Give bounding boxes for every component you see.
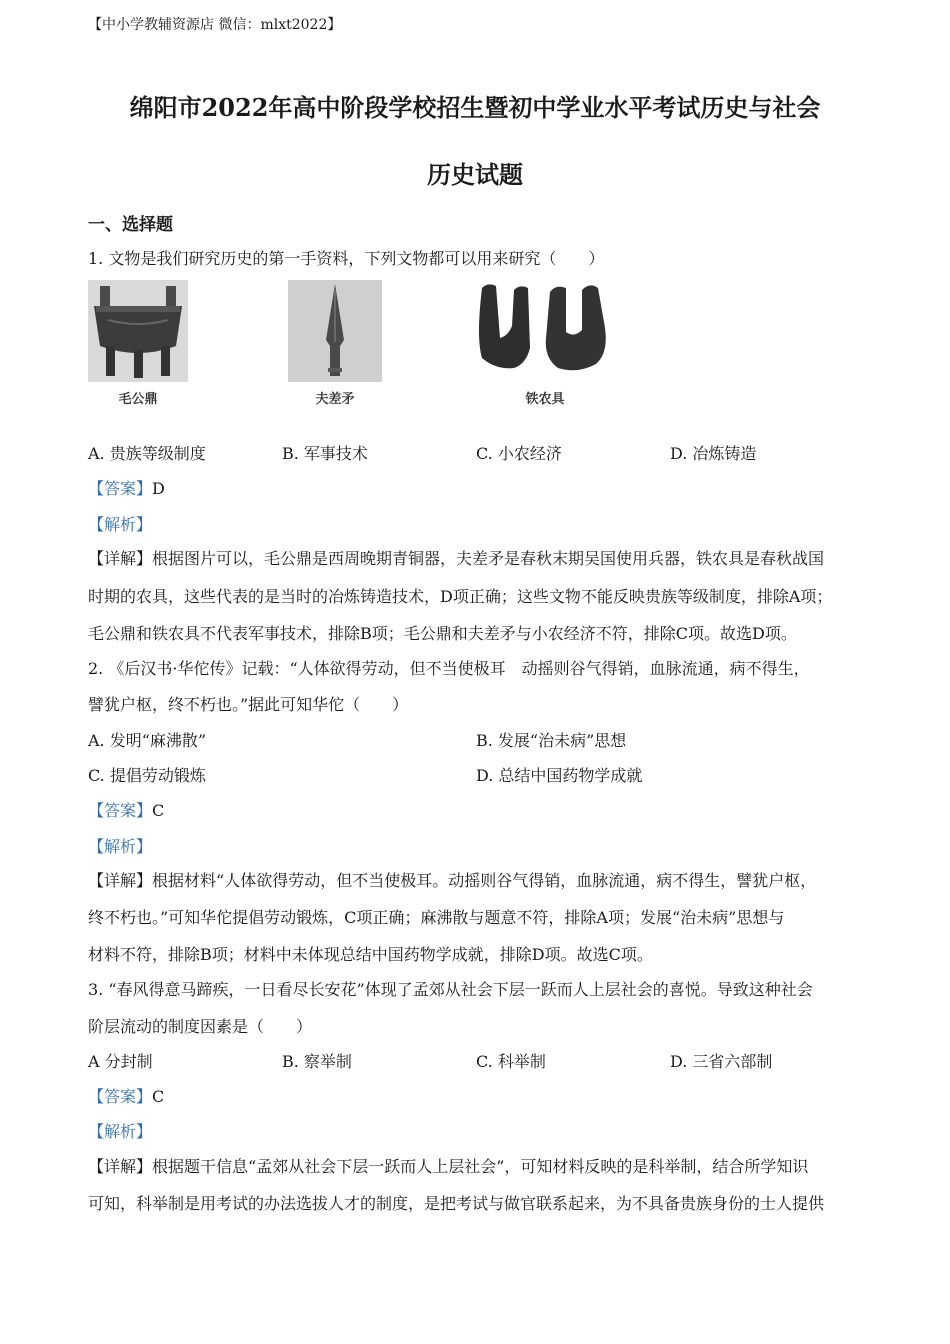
- q3-analysis: [88, 1119, 152, 1142]
- q1-analysis: [88, 512, 152, 535]
- answer-tag: 【答案】: [88, 1087, 153, 1106]
- detail-text: 根据图片可以，毛公鼎是西周晚期青铜器，夫差矛是春秋末期吴国使用兵器，铁农具是春秋战国: [152, 549, 825, 568]
- section-title: 一、选择题: [88, 215, 173, 235]
- q3-option-a: A 分封制: [88, 1052, 153, 1071]
- q2-option-a: A. 发明“麻沸散”: [88, 731, 207, 750]
- q2-detail-line: 终不朽也。”可知华佗提倡劳动锻炼，C项正确；麻沸散与题意不符，排除A项；发展“治未病”思想与: [88, 908, 785, 927]
- answer-value: C: [152, 1087, 165, 1106]
- q1-option-b: B. 军事技术: [282, 444, 368, 463]
- iron-tools-icon: [474, 278, 614, 374]
- q2-detail-line: [88, 868, 816, 891]
- caption-fu-chai-mao: 夫差矛: [315, 392, 355, 407]
- q1-option-d: D. 冶炼铸造: [670, 444, 757, 463]
- q3-stem-line: 阶层流动的制度因素是（ ）: [88, 1017, 313, 1036]
- answer-tag: 【答案】: [88, 801, 153, 820]
- answer-value: C: [152, 801, 165, 820]
- detail-text: 根据题干信息“孟郊从社会下层一跃而人上层社会”，可知材料反映的是科举制，结合所学知识: [152, 1157, 809, 1176]
- q2-option-b: B. 发展“治未病”思想: [476, 731, 627, 750]
- q3-stem-line: 3. “春风得意马蹄疾，一日看尽长安花”体现了孟郊从社会下层一跃而人上层社会的喜悦。导致这种社会: [88, 980, 813, 999]
- detail-text: 根据材料“人体欲得劳动，但不当使极耳。动摇则谷气得销，血脉流通，病不得生，譬犹户枢，: [152, 871, 817, 890]
- answer-value: D: [152, 479, 165, 498]
- caption-iron-tools: 铁农具: [525, 392, 565, 407]
- q3-option-c: C. 科举制: [476, 1052, 546, 1071]
- detail-tag: 【详解】: [88, 549, 153, 568]
- q1-detail-line: 毛公鼎和铁农具不代表军事技术，排除B项；毛公鼎和夫差矛与小农经济不符，排除C项。故选D项。: [88, 624, 797, 643]
- q1-option-a: A. 贵族等级制度: [88, 444, 206, 463]
- q1-stem: 1. 文物是我们研究历史的第一手资料，下列文物都可以用来研究（ ）: [88, 249, 605, 268]
- q2-option-c: C. 提倡劳动锻炼: [88, 766, 206, 785]
- q3-option-b: B. 察举制: [282, 1052, 352, 1071]
- q2-answer: [88, 798, 164, 821]
- exam-title: 绵阳市2022年高中阶段学校招生暨初中学业水平考试历史与社会: [129, 93, 821, 122]
- q3-answer: [88, 1084, 164, 1107]
- bronze-spear-icon: [288, 280, 382, 382]
- q2-stem-line: 2. 《后汉书·华佗传》记载：“人体欲得劳动，但不当使极耳 动摇则谷气得销，血脉流通，病不得生，: [88, 659, 810, 678]
- q1-detail-line: 时期的农具，这些代表的是当时的冶炼铸造技术，D项正确；这些文物不能反映贵族等级制度，排除A项；: [88, 587, 833, 606]
- analysis-tag: 【解析】: [88, 837, 153, 856]
- q3-detail-line: [88, 1154, 808, 1177]
- bronze-ding-icon: [88, 280, 188, 382]
- analysis-tag: 【解析】: [88, 1122, 153, 1141]
- q2-option-d: D. 总结中国药物学成就: [476, 766, 643, 785]
- analysis-tag: 【解析】: [88, 515, 153, 534]
- q1-detail-line: [88, 546, 824, 569]
- q1-option-c: C. 小农经济: [476, 444, 562, 463]
- header-note: 【中小学教辅资源店 微信：mlxt2022】: [88, 17, 342, 33]
- q2-detail-line: 材料不符，排除B项；材料中未体现总结中国药物学成就，排除D项。故选C项。: [88, 945, 653, 964]
- q3-detail-line: 可知，科举制是用考试的办法选拔人才的制度，是把考试与做官联系起来，为不具备贵族身份的士人提供: [88, 1194, 825, 1213]
- detail-tag: 【详解】: [88, 1157, 153, 1176]
- answer-tag: 【答案】: [88, 479, 153, 498]
- exam-subtitle: 历史试题: [427, 160, 523, 189]
- q1-answer: [88, 476, 165, 499]
- q3-option-d: D. 三省六部制: [670, 1052, 773, 1071]
- caption-mao-gong-ding: 毛公鼎: [118, 392, 158, 407]
- q2-stem-line: 譬犹户枢，终不朽也。”据此可知华佗（ ）: [88, 695, 409, 714]
- detail-tag: 【详解】: [88, 871, 153, 890]
- q2-analysis: [88, 834, 152, 857]
